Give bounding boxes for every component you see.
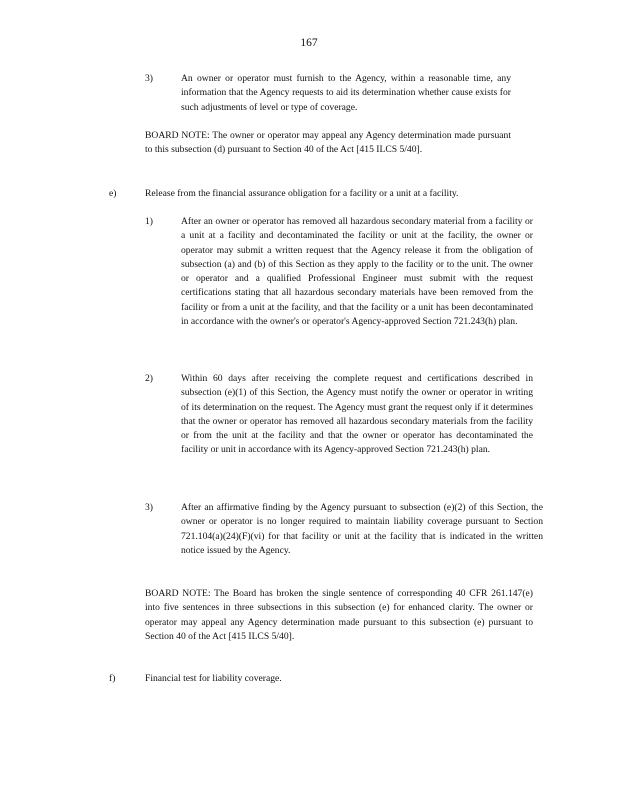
- item-e3-text: [181, 501, 543, 558]
- board-note-e: [145, 587, 533, 644]
- board-note-d-paragraph: BOARD NOTE: The owner or operator may appeal any Agency determination made pursuant to this subsection (d) pursuant to Section 40 of the Act [415 ILCS 5/40].: [145, 130, 511, 156]
- item-e-heading: [145, 187, 533, 201]
- item-d3-paragraph: An owner or operator must furnish to the Agency, within a reasonable time, any information that the Agency requests to aid its determination whether cause exists for such adjustments of level or type of coverage.: [181, 73, 511, 113]
- item-f-label: f): [109, 673, 116, 684]
- page-number: 167: [300, 37, 318, 49]
- item-e2-label: 2): [145, 373, 153, 384]
- item-d3-text: [181, 72, 511, 115]
- board-note-d: [145, 129, 511, 158]
- item-f-heading: [145, 672, 533, 686]
- item-e-label: e): [109, 188, 117, 199]
- item-e1-label: 1): [145, 216, 153, 227]
- item-e2-text: [181, 372, 533, 458]
- item-d3-label: 3): [145, 73, 153, 84]
- item-e1-text: [181, 215, 533, 329]
- item-f-paragraph: Financial test for liability coverage.: [145, 673, 282, 684]
- item-e3-label: 3): [145, 502, 153, 513]
- board-note-e-paragraph: BOARD NOTE: The Board has broken the single sentence of corresponding 40 CFR 261.147(e) into five sentences in three subsections in this subsection (e) for enhanced clarity. The owner or operator may appeal any Agency determination made pursuant to this subsection (e) pursuant to Section 40 of the Act [415 ILCS 5/40].: [145, 588, 533, 642]
- item-e3-paragraph: After an affirmative finding by the Agency pursuant to subsection (e)(2) of this Section, the owner or operator is no longer required to maintain liability coverage pursuant to Section 721.104(a)(24)(F)(vi) for that facility or unit at the facility that is indicated in the written notice issued by the Agency.: [181, 502, 543, 556]
- item-e2-paragraph: Within 60 days after receiving the complete request and certifications described in subsection (e)(1) of this Section, the Agency must notify the owner or operator in writing of its determination on the request. The Agency must grant the request only if it determines that the owner or operator has removed all hazardous secondary materials from the facility or from the unit at the facility and that the owner or operator has decontaminated the facility or unit in accordance with its Agency-approved Section 721.243(h) plan.: [181, 373, 533, 456]
- item-e1-paragraph: After an owner or operator has removed all hazardous secondary material from a facility or a unit at a facility and decontaminated the facility or unit at the facility, the owner or operator may submit a written request that the Agency release it from the obligation of subsection (a) and (b) of this Section as they apply to the facility or to the unit. The owner or operator and a qualified Professional Engineer must submit with the request certifications stating that all hazardous secondary materials have been removed from the facility or from a unit at the facility, and that the facility or a unit has been decontaminated in accordance with the owner's or operator's Agency-approved Section 721.243(h) plan.: [181, 216, 533, 328]
- item-e-paragraph: Release from the financial assurance obligation for a facility or a unit at a facility.: [145, 188, 459, 199]
